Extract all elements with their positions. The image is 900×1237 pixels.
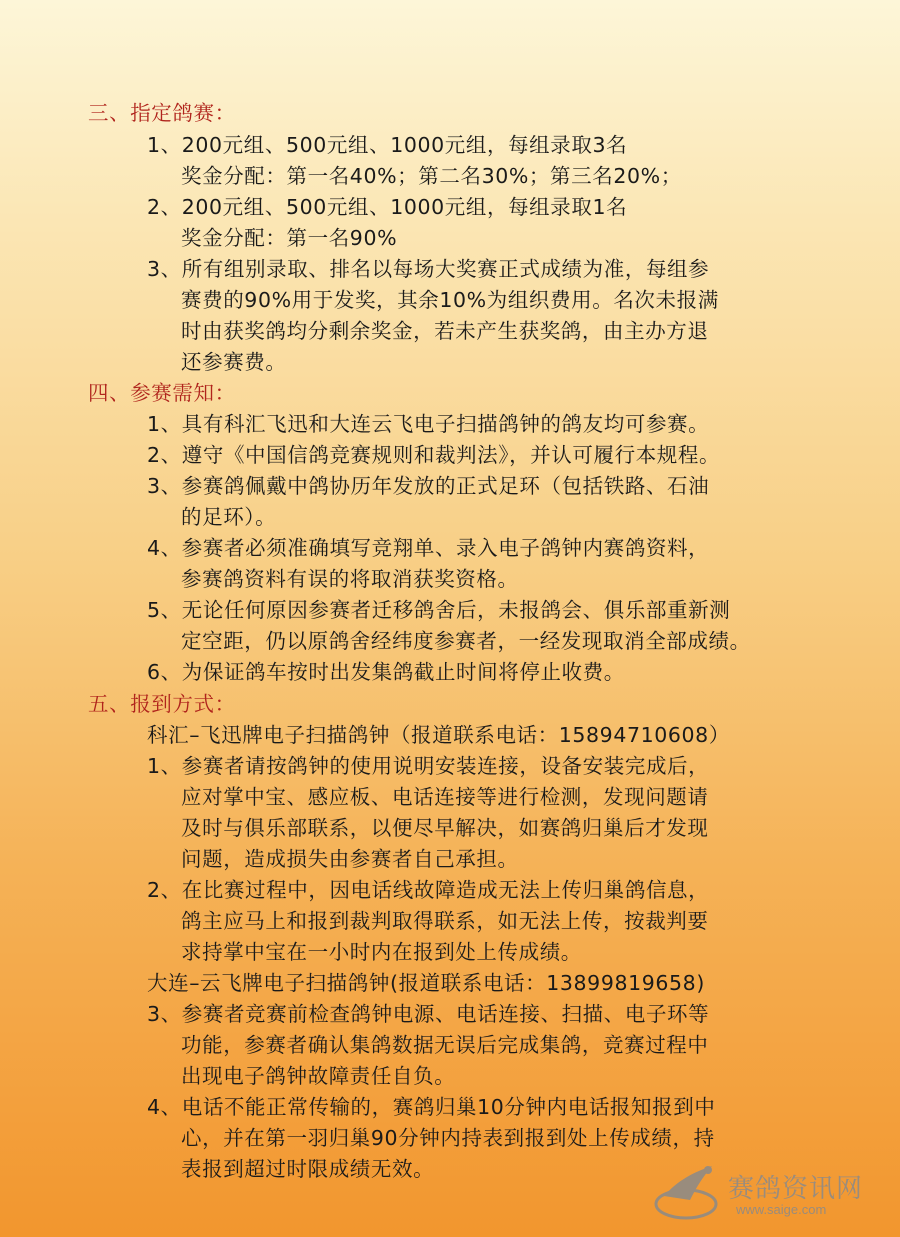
section3-line: 1、200元组、500元组、1000元组，每组录取3名: [147, 133, 628, 157]
section3-line: 赛费的90%用于发奖，其余10%为组织费用。名次未报满: [181, 288, 719, 312]
section4-line: 3、参赛鸽佩戴中鸽协历年发放的正式足环（包括铁路、石油: [147, 474, 710, 498]
watermark: [650, 1160, 890, 1230]
section4-line: 的足环）。: [181, 505, 277, 529]
section4-line: 6、为保证鸽车按时出发集鸽截止时间将停止收费。: [147, 660, 625, 684]
section3-line: 奖金分配：第一名40%；第二名30%；第三名20%；: [181, 164, 682, 188]
section4-line: 2、遵守《中国信鸽竞赛规则和裁判法》，并认可履行本规程。: [147, 443, 721, 467]
section3-heading: 三、指定鸽赛：: [88, 101, 236, 125]
section4-line: 4、参赛者必须准确填写竞翔单、录入电子鸽钟内赛鸽资料，: [147, 536, 710, 560]
section4-heading: 四、参赛需知：: [88, 381, 236, 405]
watermark-name: 赛鸽资讯网: [728, 1174, 864, 1204]
section5-subheading-yunfei: 大连–云飞牌电子扫描鸽钟(报道联系电话：13899819658): [147, 971, 705, 995]
section5-subheading-kehui: 科汇–飞迅牌电子扫描鸽钟（报道联系电话：15894710608）: [147, 723, 730, 747]
section5-line: 出现电子鸽钟故障责任自负。: [181, 1064, 456, 1088]
section5-heading: 五、报到方式：: [88, 692, 236, 716]
section3-line: 还参赛费。: [181, 350, 287, 374]
pigeon-logo-icon: [650, 1160, 730, 1226]
section5-line: 表报到超过时限成绩无效。: [181, 1157, 435, 1181]
section4-line: 参赛鸽资料有误的将取消获奖资格。: [181, 567, 519, 591]
section5-line: 应对掌中宝、感应板、电话连接等进行检测，发现问题请: [181, 785, 709, 809]
watermark-url: www.saige.com: [736, 1202, 827, 1217]
section4-line: 1、具有科汇飞迅和大连云飞电子扫描鸽钟的鸽友均可参赛。: [147, 412, 710, 436]
section5-line: 问题，造成损失由参赛者自己承担。: [181, 847, 519, 871]
section5-line: 求持掌中宝在一小时内在报到处上传成绩。: [181, 940, 582, 964]
section5-line: 心，并在第一羽归巢90分钟内持表到报到处上传成绩，持: [181, 1126, 715, 1150]
section5-line: 3、参赛者竞赛前检查鸽钟电源、电话连接、扫描、电子环等: [147, 1002, 710, 1026]
section3-line: 3、所有组别录取、排名以每场大奖赛正式成绩为准，每组参: [147, 257, 710, 281]
section3-line: 时由获奖鸽均分剩余奖金，若未产生获奖鸽，由主办方退: [181, 319, 709, 343]
section5-line: 4、电话不能正常传输的，赛鸽归巢10分钟内电话报知报到中: [147, 1095, 716, 1119]
section4-line: 5、无论任何原因参赛者迁移鸽舍后，未报鸽会、俱乐部重新测: [147, 598, 731, 622]
section5-line: 2、在比赛过程中，因电话线故障造成无法上传归巢鸽信息，: [147, 878, 710, 902]
section3-line: 2、200元组、500元组、1000元组，每组录取1名: [147, 195, 628, 219]
section4-line: 定空距，仍以原鸽舍经纬度参赛者，一经发现取消全部成绩。: [181, 629, 751, 653]
section3-line: 奖金分配：第一名90%: [181, 226, 398, 250]
section5-line: 功能，参赛者确认集鸽数据无误后完成集鸽，竞赛过程中: [181, 1033, 709, 1057]
section5-line: 鸽主应马上和报到裁判取得联系，如无法上传，按裁判要: [181, 909, 709, 933]
section5-line: 1、参赛者请按鸽钟的使用说明安装连接，设备安装完成后，: [147, 754, 710, 778]
section5-line: 及时与俱乐部联系，以便尽早解决，如赛鸽归巢后才发现: [181, 816, 709, 840]
